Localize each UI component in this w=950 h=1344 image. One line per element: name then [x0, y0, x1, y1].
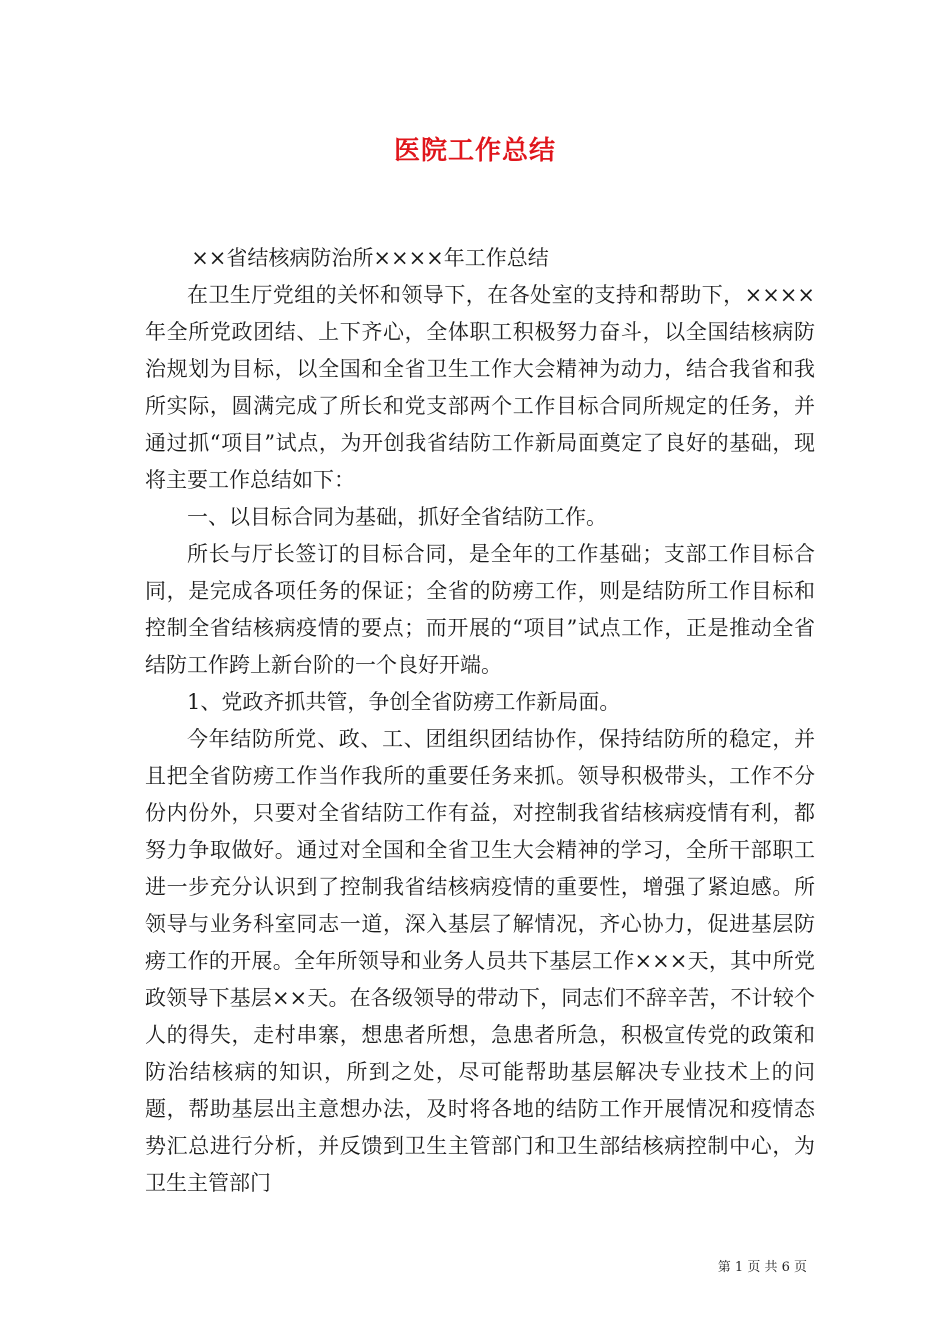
- paragraph-party-work: 今年结防所党、政、工、团组织团结协作，保持结防所的稳定，并且把全省防痨工作当作我所的重要任务来抓。领导积极带头，工作不分份内份外，只要对全省结防工作有益，对控制我省结核病疫情有利，都努力争取做好。通过对全国和全省卫生大会精神的学习，全所干部职工进一步充分认识到了控制我省结核病疫情的重要性，增强了紧迫感。所领导与业务科室同志一道，深入基层了解情况，齐心协力，促进基层防痨工作的开展。全年所领导和业务人员共下基层工作×××天，其中所党政领导下基层××天。在各级领导的带动下，同志们不辞辛苦，不计较个人的得失，走村串寨，想患者所想，急患者所急，积极宣传党的政策和防治结核病的知识，所到之处，尽可能帮助基层解决专业技术上的问题，帮助基层出主意想办法，及时将各地的结防工作开展情况和疫情态势汇总进行分析，并反馈到卫生主管部门和卫生部结核病控制中心，为卫生主管部门: [145, 727, 815, 1195]
- document-body: [145, 240, 815, 1202]
- document-title: 医院工作总结: [393, 136, 556, 166]
- paragraph-intro: 在卫生厅党组的关怀和领导下，在各处室的支持和帮助下，××××年全所党政团结、上下齐心，全体职工积极努力奋斗，以全国结核病防治规划为目标，以全国和全省卫生工作大会精神为动力，结合我省和我所实际，圆满完成了所长和党支部两个工作目标合同所规定的任务，并通过抓“项目”试点，为开创我省结防工作新局面奠定了良好的基础，现将主要工作总结如下：: [145, 283, 815, 492]
- paragraph-subtitle: ××省结核病防治所××××年工作总结: [191, 246, 549, 270]
- section-heading-1: 一、以目标合同为基础，抓好全省结防工作。: [187, 505, 607, 529]
- page-number: 第 1 页 共 6 页: [717, 1260, 807, 1275]
- paragraph-target-contract: 所长与厅长签订的目标合同，是全年的工作基础；支部工作目标合同，是完成各项任务的保证；全省的防痨工作，则是结防所工作目标和控制全省结核病疫情的要点；而开展的“项目”试点工作，正是推动全省结防工作跨上新台阶的一个良好开端。: [145, 542, 815, 677]
- subsection-heading-1: 1、党政齐抓共管，争创全省防痨工作新局面。: [187, 690, 621, 714]
